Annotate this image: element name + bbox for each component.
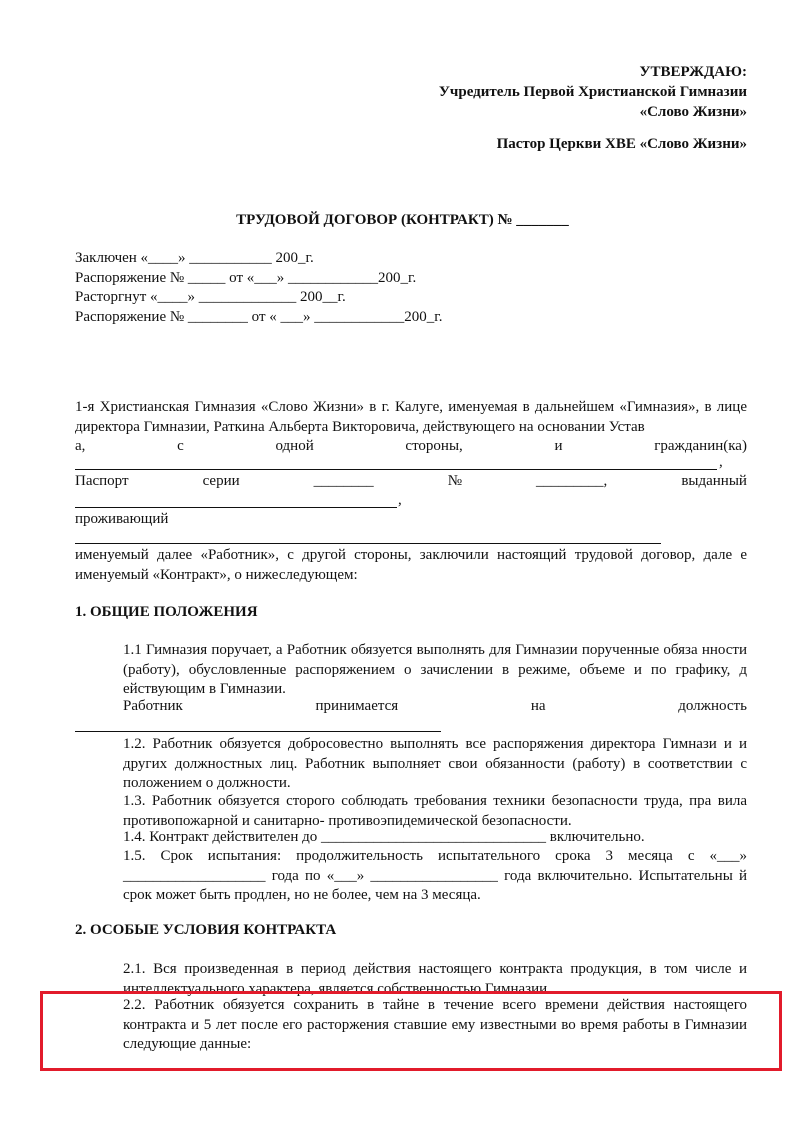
word: №: [447, 473, 463, 489]
date-line: Расторгнут «____» _____________ 200__г.: [75, 289, 346, 305]
section-2-heading: 2. ОСОБЫЕ УСЛОВИЯ КОНТРАКТА: [75, 922, 337, 938]
intro-party-row: [75, 437, 747, 457]
date-line: Распоряжение № ________ от « ___» ____________200_г.: [75, 308, 443, 325]
word: а,: [75, 438, 86, 454]
name-blank-line: [75, 469, 717, 470]
highlight-box: [40, 991, 782, 1071]
passport-row: [75, 472, 747, 492]
word: _________,: [536, 473, 608, 489]
word: и: [554, 438, 563, 454]
clause-1-5: 1.5. Срок испытания: продолжительность испытательного срока 3 месяца с «___» ___________________ года по «___» _________________ года включительно. Испытательны й срок может быть продлен, но не более, чем на 3 месяца.: [123, 848, 747, 903]
clause-2-1: 2.1. Вся произведенная в период действия настоящего контракта продукция, в том числе и интеллектуального характера, является собственностью Гимназии.: [123, 961, 747, 997]
approval-pastor: Пастор Церкви ХВЕ «Слово Жизни»: [496, 136, 747, 152]
position-row: [75, 697, 747, 717]
section-1-heading: 1. ОБЩИЕ ПОЛОЖЕНИЯ: [75, 604, 258, 620]
issuer-blank-line: [75, 507, 397, 508]
word: должность: [678, 698, 747, 714]
date-line: Распоряжение № _____ от «___» ____________200_г.: [75, 269, 417, 286]
clause-1-2: 1.2. Работник обязуется добросовестно выполнять все распоряжения директора Гимнази и и других должностных лиц. Работник выполняет свои обязанности (работу) в соответствии с положением о должности.: [123, 736, 747, 791]
word: ________: [313, 473, 374, 489]
word: серии: [202, 473, 240, 489]
approval-school-name: «Слово Жизни»: [639, 104, 747, 120]
residence-label: проживающий: [75, 511, 169, 527]
document-title: ТРУДОВОЙ ДОГОВОР (КОНТРАКТ) № _______: [236, 212, 569, 228]
word: стороны,: [405, 438, 463, 454]
address-blank-line: [75, 543, 661, 544]
word: принимается: [315, 698, 399, 714]
intro-paragraph: 1-я Христианская Гимназия «Слово Жизни» в г. Калуге, именуемая в дальнейшем «Гимназия», в лице директора Гимназии, Раткина Альберта Викторовича, действующего на основании Устав: [75, 399, 747, 435]
word: одной: [275, 438, 314, 454]
dates-block: [75, 249, 443, 327]
intro-closing: именуемый далее «Работник», с другой стороны, заключили настоящий трудовой договор, дале е именуемый «Контракт», о нижеследующем:: [75, 547, 747, 583]
clause-1-1: 1.1 Гимназия поручает, а Работник обязуется выполнять для Гимназии порученные обяза нности (работу), обусловленные распоряжением о зачислении в режиме, объеме и по графику, д ействующим в Гимназии.: [123, 642, 747, 697]
approval-heading: УТВЕРЖДАЮ:: [639, 64, 747, 80]
clause-1-4: 1.4. Контракт действителен до ______________________________ включительно.: [123, 829, 645, 845]
approval-founder: Учредитель Первой Христианской Гимназии: [438, 84, 747, 100]
word: на: [530, 698, 546, 714]
word: гражданин(ка): [654, 438, 747, 454]
comma: ,: [398, 492, 402, 508]
word: Работник: [123, 698, 183, 714]
word: выданный: [681, 473, 747, 489]
date-line: Заключен «____» ___________ 200_г.: [75, 250, 314, 266]
clause-2-2: 2.2. Работник обязуется сохранить в тайне в течение всего времени действия настоящего контракта и 5 лет после его расторжения ставшие ему известными во время работы в Гимназии следующие данные:: [123, 997, 747, 1052]
position-blank-line: [75, 731, 441, 732]
word: Паспорт: [75, 473, 129, 489]
comma: ,: [719, 454, 723, 470]
clause-1-3: 1.3. Работник обязуется сторого соблюдать требования техники безопасности труда, пра вила противопожарной и санитарно- противоэпидемической безопасности.: [123, 793, 747, 829]
approval-block: [439, 62, 747, 122]
word: с: [177, 438, 184, 454]
